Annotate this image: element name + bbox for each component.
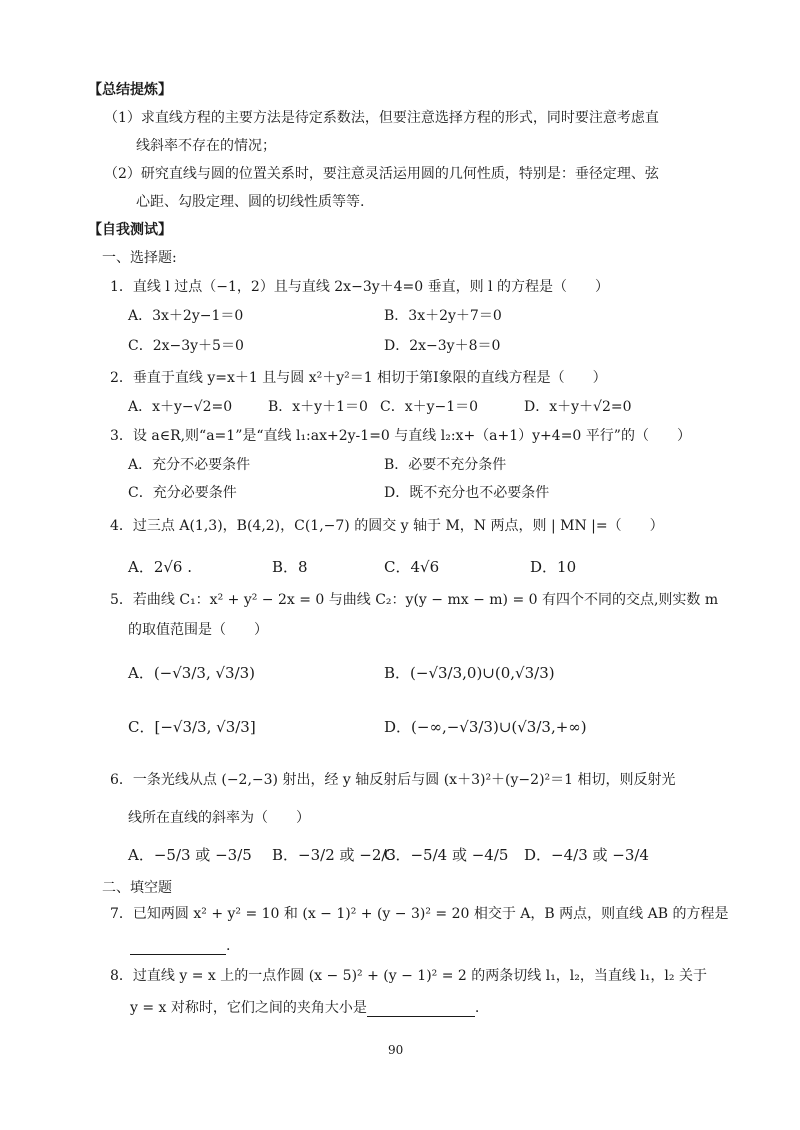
question-5-option-c: C．[−√3/3, √3/3] — [128, 718, 256, 736]
selftest-heading: 【自我测试】 — [88, 222, 172, 238]
question-4-option-b: B．8 — [272, 558, 308, 576]
question-1-option-d: D．2x−3y＋8＝0 — [384, 338, 501, 354]
question-5-stem-line-1: 5．若曲线 C₁：x² + y² − 2x = 0 与曲线 C₂：y(y − mx − m) = 0 有四个不同的交点,则实数 m — [110, 592, 719, 608]
question-6-stem-line-2: 线所在直线的斜率为（ ） — [128, 810, 310, 826]
question-4-option-c: C．4√6 — [384, 558, 440, 576]
question-2-option-c: C．x＋y−1＝0 — [380, 399, 479, 415]
question-1-stem: 1．直线 l 过点（−1，2）且与直线 2x−3y＋4=0 垂直，则 l 的方程是（ ） — [110, 279, 610, 295]
question-1-option-c: C．2x−3y＋5＝0 — [128, 338, 244, 354]
answer-blank[interactable] — [130, 940, 226, 955]
question-7-tail: . — [226, 938, 231, 954]
question-5-stem-line-2: 的取值范围是（ ） — [128, 622, 268, 638]
question-2-option-a: A．x＋y−√2=0 — [128, 399, 233, 415]
summary-point-1-line-2: 线斜率不存在的情况； — [136, 138, 276, 154]
question-6-stem-line-1: 6．一条光线从点 (−2,−3) 射出，经 y 轴反射后与圆 (x＋3)²＋(y−2)²＝1 相切，则反射光 — [110, 772, 676, 788]
question-6-option-d: D．−4/3 或 −3/4 — [524, 846, 649, 864]
summary-point-2-line-1: （2）研究直线与圆的位置关系时，要注意灵活运用圆的几何性质，特别是：垂径定理、弦 — [104, 166, 659, 182]
question-3-stem: 3．设 a∈R,则“a=1”是“直线 l₁:ax+2y-1=0 与直线 l₂:x+（a+1）y+4=0 平行”的（ ） — [110, 428, 691, 444]
question-7-answer-line — [130, 938, 230, 955]
question-2-stem: 2．垂直于直线 y=x＋1 且与圆 x²＋y²＝1 相切于第Ⅰ象限的直线方程是（ ） — [110, 370, 607, 386]
question-6-option-c: C．−5/4 或 −4/5 — [384, 846, 509, 864]
question-4-option-a: A．2√6 . — [128, 558, 193, 576]
question-8-stem-text: y = x 对称时，它们之间的夹角大小是 — [130, 1000, 367, 1016]
question-3-option-c: C．充分必要条件 — [128, 485, 237, 501]
question-1-option-a: A．3x＋2y−1＝0 — [128, 308, 244, 324]
summary-point-1-line-1: （1）求直线方程的主要方法是待定系数法，但要注意选择方程的形式，同时要注意考虑直 — [104, 110, 659, 126]
answer-blank[interactable] — [367, 1002, 475, 1017]
question-7-stem: 7．已知两圆 x² + y² = 10 和 (x − 1)² + (y − 3)² = 20 相交于 A，B 两点，则直线 AB 的方程是 — [110, 906, 729, 922]
summary-heading: 【总结提炼】 — [88, 82, 172, 98]
question-3-option-a: A．充分不必要条件 — [128, 457, 251, 473]
question-8-tail: . — [474, 1000, 480, 1016]
question-2-option-b: B．x＋y＋1＝0 — [268, 399, 368, 415]
question-5-option-a: A．(−√3/3, √3/3) — [128, 664, 256, 682]
section-choice-title: 一、选择题: — [102, 250, 177, 266]
page-number: 90 — [388, 1043, 404, 1057]
summary-point-2-line-2: 心距、勾股定理、圆的切线性质等等. — [136, 194, 365, 210]
question-4-stem: 4．过三点 A(1,3)，B(4,2)，C(1,−7) 的圆交 y 轴于 M，N 两点，则 | MN |=（ ） — [110, 518, 664, 534]
question-3-option-b: B．必要不充分条件 — [384, 457, 507, 473]
section-fill-title: 二、填空题 — [102, 880, 172, 896]
question-8-stem-line-1: 8．过直线 y = x 上的一点作圆 (x − 5)² + (y − 1)² = 2 的两条切线 l₁，l₂，当直线 l₁，l₂ 关于 — [110, 968, 707, 984]
question-1-option-b: B．3x＋2y＋7＝0 — [384, 308, 502, 324]
question-8-stem-line-2 — [130, 1000, 479, 1017]
question-5-option-d: D．(−∞,−√3/3)∪(√3/3,+∞) — [384, 718, 587, 736]
question-4-option-d: D．10 — [530, 558, 577, 576]
question-5-option-b: B．(−√3/3,0)∪(0,√3/3) — [384, 664, 555, 682]
question-6-option-b: B．−3/2 或 −2/3 — [272, 846, 396, 864]
question-2-option-d: D．x＋y＋√2=0 — [524, 399, 632, 415]
question-6-option-a: A．−5/3 或 −3/5 — [128, 846, 252, 864]
question-3-option-d: D．既不充分也不必要条件 — [384, 485, 550, 501]
